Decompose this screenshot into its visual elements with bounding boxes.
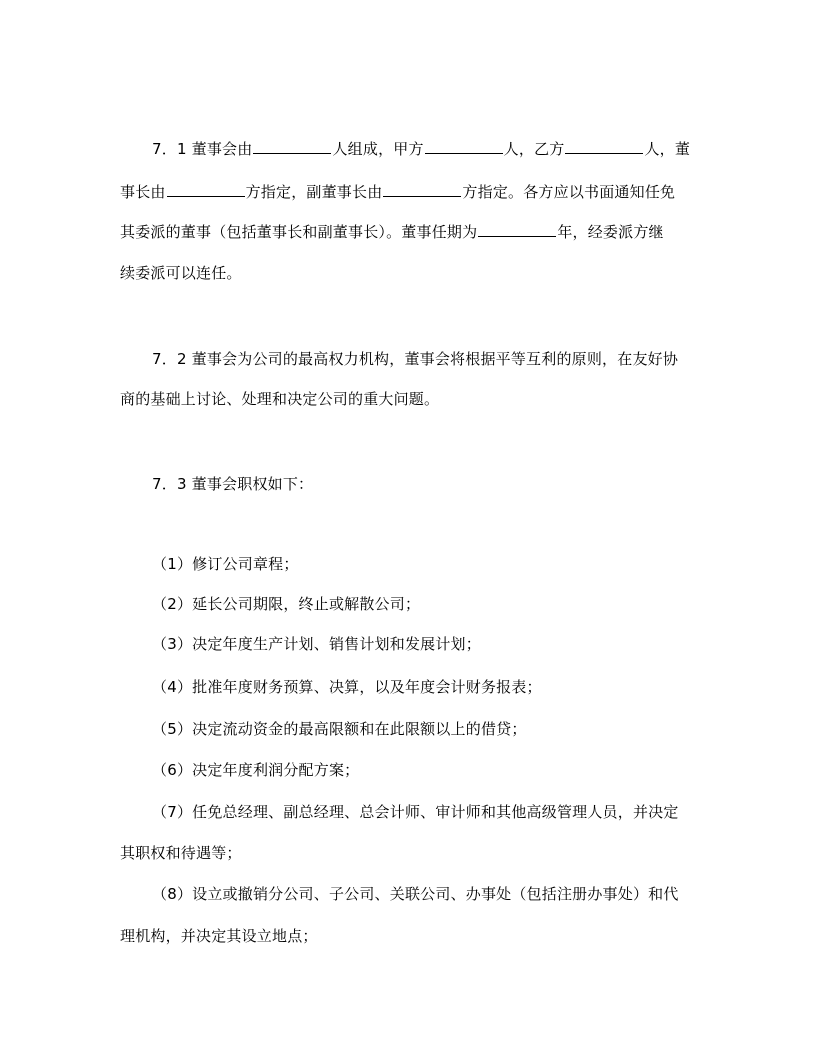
list-item: （8）设立或撤销分公司、子公司、关联公司、办事处（包括注册办事处）和代 <box>152 885 679 903</box>
blank-field[interactable] <box>425 139 503 154</box>
list-item: （6）决定年度利润分配方案； <box>152 761 360 779</box>
text: 人，董 <box>644 140 691 158</box>
list-item: （2）延长公司期限，终止或解散公司； <box>152 595 421 613</box>
clause-7-3-heading: 7．3 董事会职权如下： <box>152 475 314 493</box>
text: 方指定。各方应以书面通知任免 <box>462 183 676 201</box>
clause-7-2-line-2: 商的基础上讨论、处理和决定公司的重大问题。 <box>120 390 440 408</box>
list-item: （3）决定年度生产计划、销售计划和发展计划； <box>152 635 481 653</box>
clause-7-1-line-4: 续委派可以连任。 <box>120 264 242 282</box>
text: 事长由 <box>120 183 166 201</box>
text: 人，乙方 <box>503 140 565 158</box>
list-item: （1）修订公司章程； <box>152 555 299 573</box>
blank-field[interactable] <box>167 182 245 197</box>
list-item: （5）决定流动资金的最高限额和在此限额以上的借贷； <box>152 720 527 738</box>
list-item-continuation: 其职权和待遇等； <box>120 844 242 862</box>
clause-7-1-line-1 <box>152 139 690 159</box>
list-item: （7）任免总经理、副总经理、总会计师、审计师和其他高级管理人员，并决定 <box>152 803 679 821</box>
text: 7．1 董事会由 <box>152 140 253 158</box>
text: 年，经委派方继 <box>557 223 664 241</box>
clause-7-1-line-2 <box>120 182 675 202</box>
text: 其委派的董事（包括董事长和副董事长）。董事任期为 <box>120 223 478 241</box>
clause-7-2-line-1: 7．2 董事会为公司的最高权力机构，董事会将根据平等互利的原则，在友好协 <box>152 350 679 368</box>
text: 人组成，甲方 <box>332 140 424 158</box>
blank-field[interactable] <box>253 139 331 154</box>
list-item-continuation: 理机构，并决定其设立地点； <box>120 927 318 945</box>
text: 方指定，副董事长由 <box>245 183 383 201</box>
list-item: （4）批准年度财务预算、决算，以及年度会计财务报表； <box>152 678 542 696</box>
blank-field[interactable] <box>565 139 643 154</box>
clause-7-1-line-3 <box>120 222 664 242</box>
blank-field[interactable] <box>478 222 556 237</box>
blank-field[interactable] <box>383 182 461 197</box>
